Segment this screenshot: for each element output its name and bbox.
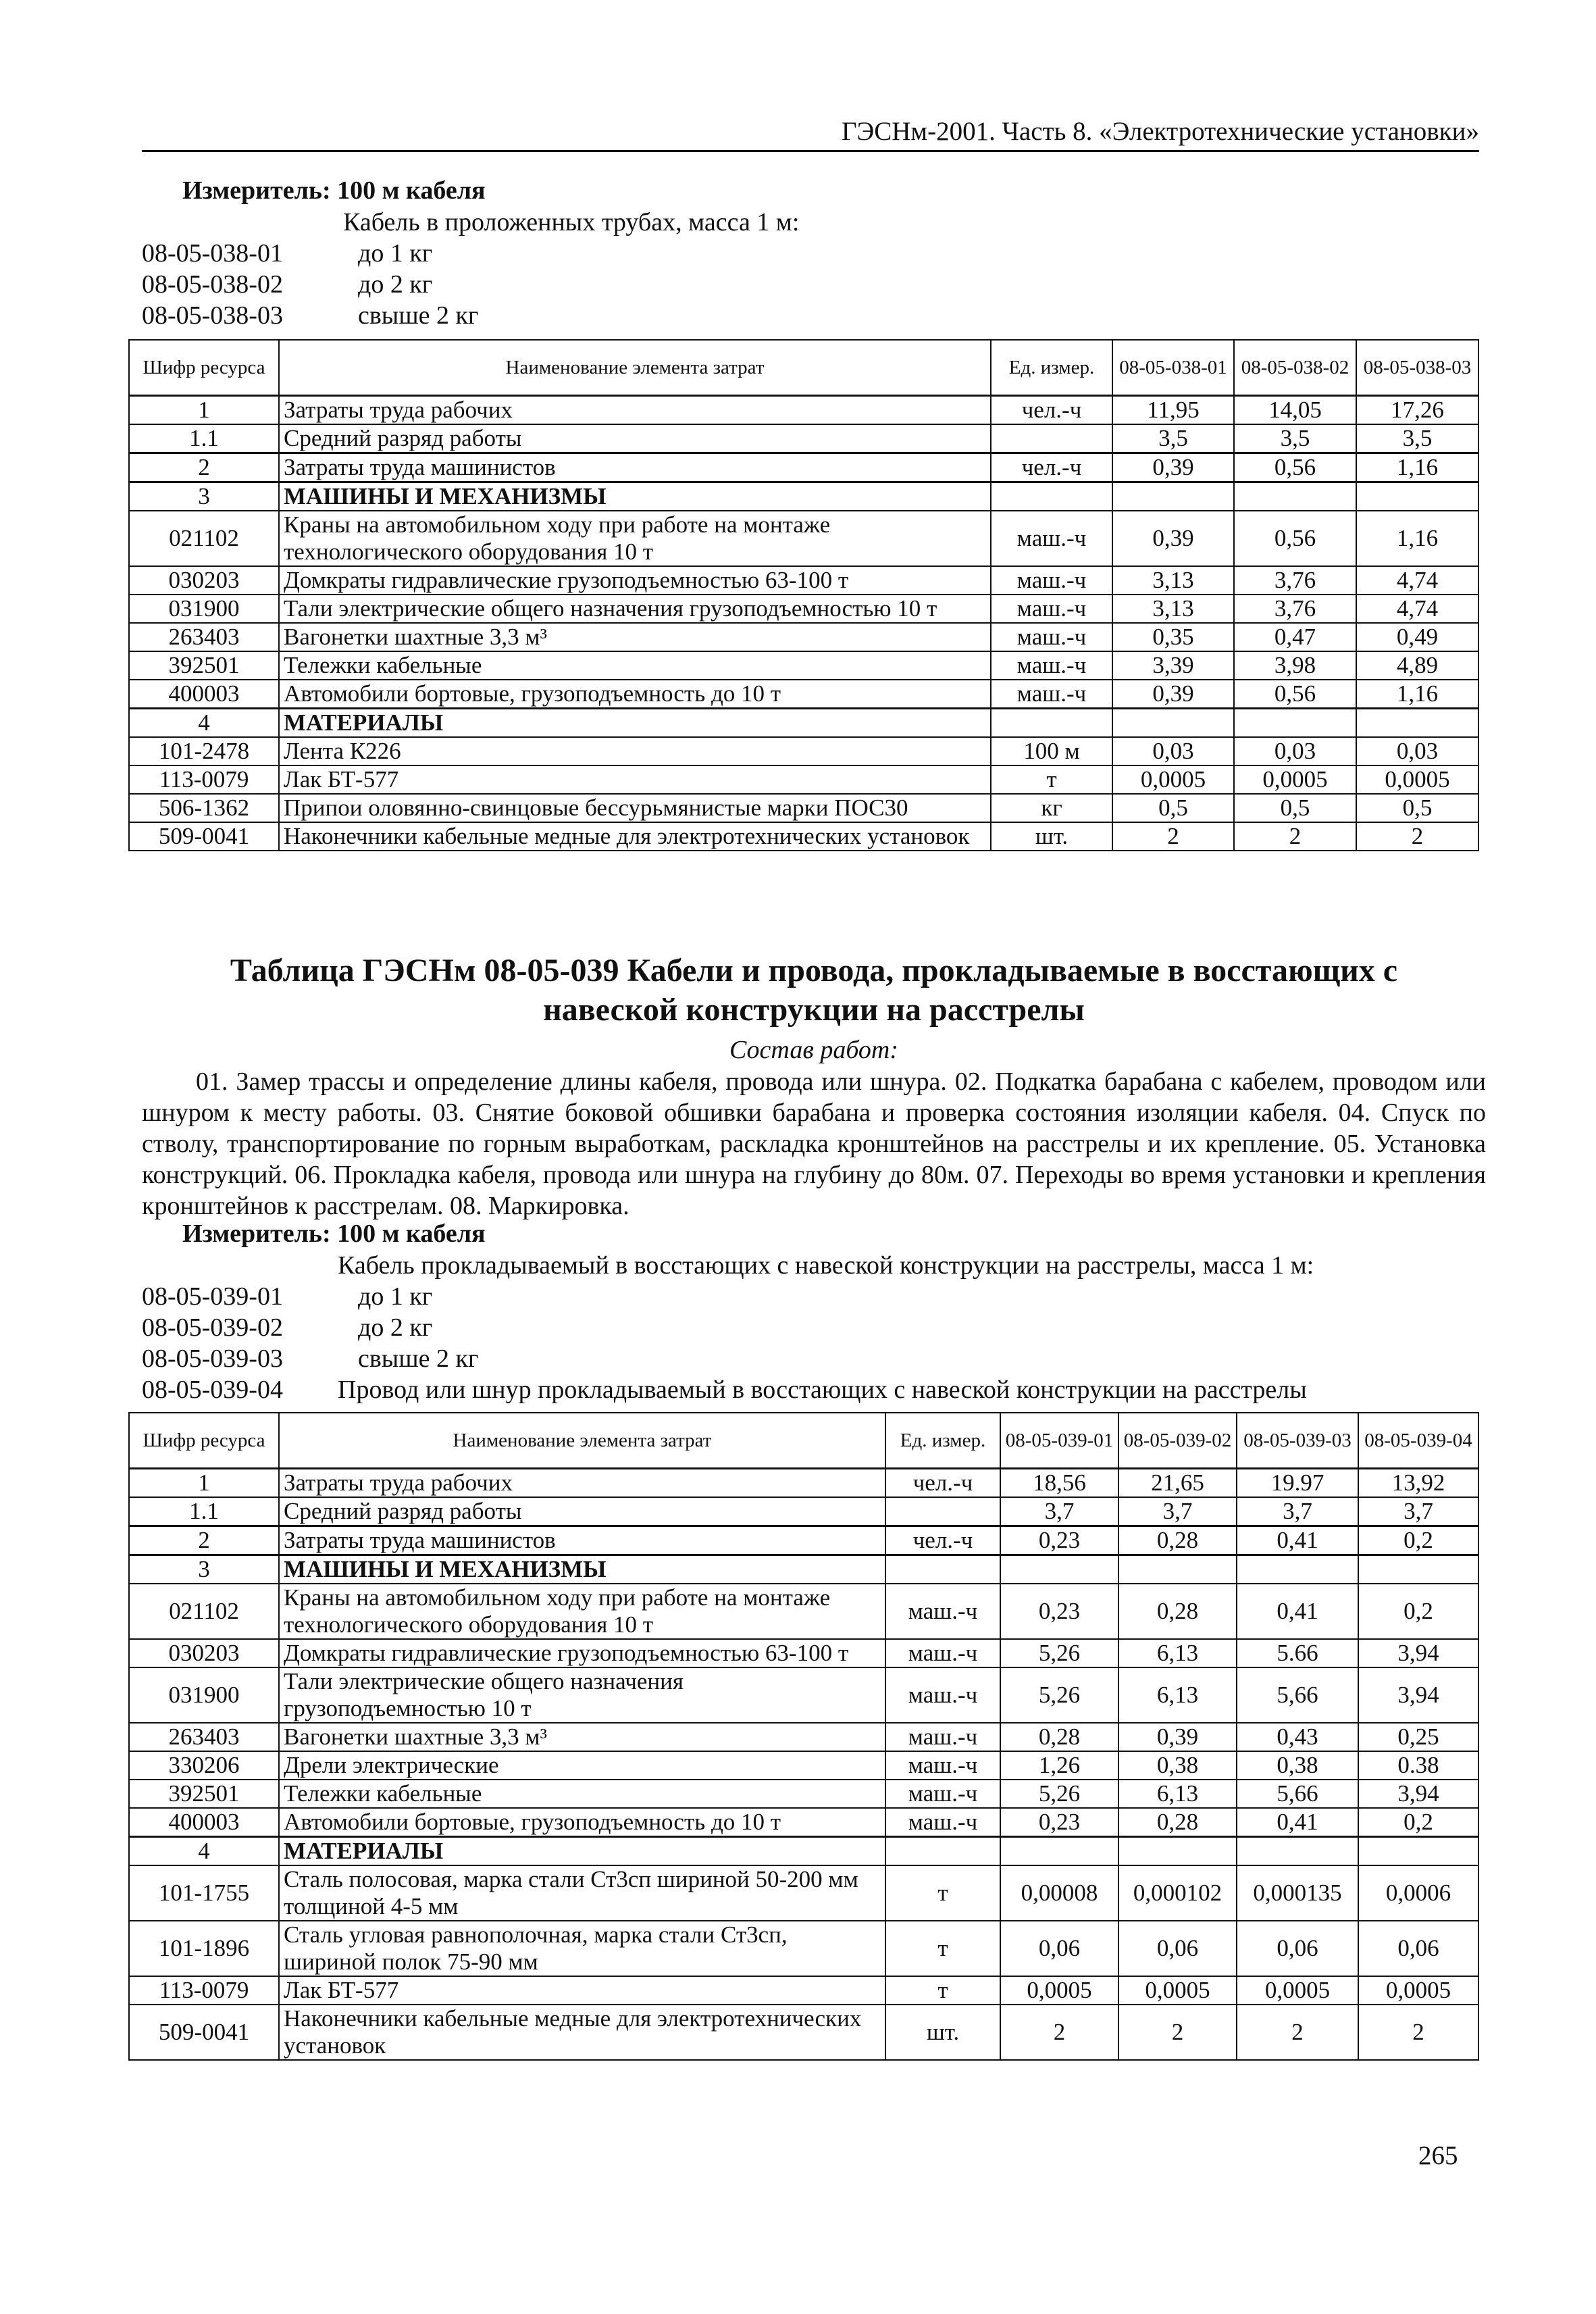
cell-value: 6,13: [1118, 1780, 1237, 1808]
cell-value: 0,03: [1356, 737, 1478, 765]
cell-unit: маш.-ч: [991, 680, 1112, 709]
cell-value: 19.97: [1237, 1468, 1358, 1497]
norm-code: 08-05-039-02: [142, 1313, 283, 1342]
cell-value: 0,47: [1234, 623, 1356, 651]
cell-cost-name: Наконечники кабельные медные для электротехнических установок: [279, 2005, 885, 2060]
cell-resource-code: 030203: [129, 566, 279, 595]
table-row: [129, 1921, 1478, 1976]
table-row: [129, 1780, 1478, 1808]
col-header-norm: 08-05-039-02: [1118, 1413, 1237, 1468]
cell-value: [1358, 1555, 1478, 1584]
cell-value: 3,7: [1358, 1497, 1478, 1526]
cell-value: [1000, 1836, 1118, 1865]
cell-cost-name: Сталь полосовая, марка стали Ст3сп шириной 50-200 мм толщиной 4-5 мм: [279, 1865, 885, 1921]
cell-value: 2: [1112, 822, 1234, 851]
cell-cost-name: Вагонетки шахтные 3,3 м³: [279, 1723, 885, 1751]
cell-value: 5.66: [1237, 1639, 1358, 1667]
composition-title: Состав работ:: [729, 1036, 899, 1064]
norm-code: 08-05-039-04: [142, 1376, 283, 1404]
table-row: [129, 794, 1478, 822]
cell-value: 4,74: [1356, 566, 1478, 595]
cell-unit: [991, 708, 1112, 737]
cell-value: 0,41: [1237, 1526, 1358, 1555]
cell-unit: шт.: [885, 2005, 1000, 2060]
cell-value: 5,26: [1000, 1667, 1118, 1723]
cell-value: 3,7: [1118, 1497, 1237, 1526]
cell-cost-name: Краны на автомобильном ходу при работе на монтаже технологического оборудования 10 т: [279, 511, 991, 566]
cell-unit: маш.-ч: [885, 1808, 1000, 1837]
cell-cost-name: Лак БТ-577: [279, 1976, 885, 2005]
cell-value: [1112, 482, 1234, 511]
cell-value: 0,5: [1234, 794, 1356, 822]
cell-value: 0,2: [1358, 1584, 1478, 1639]
cell-unit: шт.: [991, 822, 1112, 851]
table-row: [129, 680, 1478, 709]
table-row: [129, 1555, 1478, 1584]
cell-value: [1358, 1836, 1478, 1865]
table-row: [129, 765, 1478, 794]
cell-value: 0,2: [1358, 1808, 1478, 1837]
table-title-line: навеской конструкции на расстрелы: [543, 992, 1085, 1028]
cell-value: 5,66: [1237, 1667, 1358, 1723]
cell-value: 3,76: [1234, 595, 1356, 623]
cell-resource-code: 021102: [129, 511, 279, 566]
table-row: [129, 737, 1478, 765]
cell-value: 0,23: [1000, 1584, 1118, 1639]
cell-value: 3,7: [1237, 1497, 1358, 1526]
cell-value: 0,23: [1000, 1526, 1118, 1555]
cell-value: 3,13: [1112, 566, 1234, 595]
cell-cost-name: Тележки кабельные: [279, 651, 991, 680]
col-header-norm: 08-05-039-04: [1358, 1413, 1478, 1468]
cell-value: 3,13: [1112, 595, 1234, 623]
cell-value: 0,00008: [1000, 1865, 1118, 1921]
cell-value: 0,39: [1112, 680, 1234, 709]
col-header-code: Шифр ресурса: [129, 340, 279, 395]
table-row: [129, 1751, 1478, 1780]
cell-value: 0,35: [1112, 623, 1234, 651]
cell-value: 0,0005: [1118, 1976, 1237, 2005]
table-row: [129, 1584, 1478, 1639]
table-row: [129, 623, 1478, 651]
table-row: [129, 1468, 1478, 1497]
cell-value: 3,5: [1234, 424, 1356, 453]
cell-cost-name: Вагонетки шахтные 3,3 м³: [279, 623, 991, 651]
table-row: [129, 1667, 1478, 1723]
col-header-unit: Ед. измер.: [885, 1413, 1000, 1468]
code-row: [142, 1312, 1479, 1343]
norm-code: 08-05-038-03: [142, 301, 283, 330]
cell-cost-name: Краны на автомобильном ходу при работе на монтаже технологического оборудования 10 т: [279, 1584, 885, 1639]
cell-value: 2: [1234, 822, 1356, 851]
resource-table-038: [128, 339, 1479, 851]
cell-value: [1234, 708, 1356, 737]
code-row: [142, 238, 1479, 269]
cell-resource-code: 101-1896: [129, 1921, 279, 1976]
cell-cost-name: МАТЕРИАЛЫ: [279, 1836, 885, 1865]
cell-value: 5,26: [1000, 1639, 1118, 1667]
col-header-name: Наименование элемента затрат: [279, 1413, 885, 1468]
cell-resource-code: 2: [129, 453, 279, 482]
cell-value: 0.38: [1358, 1751, 1478, 1780]
col-header-norm: 08-05-038-01: [1112, 340, 1234, 395]
cell-value: 0,0006: [1358, 1865, 1478, 1921]
cell-value: 0,25: [1358, 1723, 1478, 1751]
cell-resource-code: 400003: [129, 1808, 279, 1837]
col-header-norm: 08-05-038-02: [1234, 340, 1356, 395]
cell-unit: т: [885, 1921, 1000, 1976]
composition-text: 01. Замер трассы и определение длины кабеля, провода или шнура. 02. Подкатка барабана с кабелем, проводом или шнуром к месту работы. 03. Снятие боковой обшивки барабана и проверка состояния изоляции кабеля. 04. Спуск по стволу, транспортирование по горным выработкам, раскладка кронштейнов на расстрелы и их крепление. 05. Установка конструкций. 06. Прокладка кабеля, провода или шнура на глубину до 80м. 07. Переходы во время установки и крепления кронштейнов к расстрелам. 08. Маркировка.: [142, 1067, 1486, 1220]
cell-value: 0,06: [1237, 1921, 1358, 1976]
table-row: [129, 1976, 1478, 2005]
cell-value: 0,28: [1118, 1526, 1237, 1555]
cell-value: 0,5: [1356, 794, 1478, 822]
cell-value: 0,000102: [1118, 1865, 1237, 1921]
table-row: [129, 2005, 1478, 2060]
cell-cost-name: Тележки кабельные: [279, 1780, 885, 1808]
cell-resource-code: 1.1: [129, 424, 279, 453]
cell-resource-code: 4: [129, 1836, 279, 1865]
cell-value: 3,5: [1356, 424, 1478, 453]
cell-value: 1,26: [1000, 1751, 1118, 1780]
cell-resource-code: 509-0041: [129, 822, 279, 851]
cell-cost-name: Сталь угловая равнополочная, марка стали Ст3сп, шириной полок 75-90 мм: [279, 1921, 885, 1976]
norm-code: 08-05-039-03: [142, 1344, 283, 1373]
cell-value: 4,89: [1356, 651, 1478, 680]
cell-cost-name: Наконечники кабельные медные для электротехнических установок: [279, 822, 991, 851]
cell-value: 17,26: [1356, 395, 1478, 424]
running-header: ГЭСНм-2001. Часть 8. «Электротехнические установки»: [841, 117, 1479, 146]
cell-unit: чел.-ч: [885, 1526, 1000, 1555]
cell-value: 0,23: [1000, 1808, 1118, 1837]
table-row: [129, 453, 1478, 482]
cell-cost-name: Автомобили бортовые, грузоподъемность до 10 т: [279, 1808, 885, 1837]
table-row: [129, 1497, 1478, 1526]
cell-cost-name: Затраты труда рабочих: [279, 1468, 885, 1497]
code-row: [142, 1343, 1479, 1374]
cell-resource-code: 330206: [129, 1751, 279, 1780]
cell-cost-name: Припои оловянно-свинцовые бессурьмянистые марки ПОС30: [279, 794, 991, 822]
cell-cost-name: Тали электрические общего назначения грузоподъемностью 10 т: [279, 595, 991, 623]
cable-title: Кабель прокладываемый в восстающих с навеской конструкции на расстрелы, масса 1 м:: [338, 1251, 1314, 1280]
cell-cost-name: МАТЕРИАЛЫ: [279, 708, 991, 737]
table-row: [129, 1723, 1478, 1751]
cell-resource-code: 113-0079: [129, 1976, 279, 2005]
cell-value: 0,38: [1237, 1751, 1358, 1780]
cell-value: 2: [1356, 822, 1478, 851]
table-row: [129, 595, 1478, 623]
cell-unit: маш.-ч: [885, 1723, 1000, 1751]
table-row: [129, 1526, 1478, 1555]
cell-cost-name: Автомобили бортовые, грузоподъемность до 10 т: [279, 680, 991, 709]
table-row: [129, 1808, 1478, 1837]
cell-value: 0,03: [1234, 737, 1356, 765]
page-number: 265: [1418, 2141, 1458, 2170]
cell-value: 3,39: [1112, 651, 1234, 680]
cell-value: 2: [1118, 2005, 1237, 2060]
cell-cost-name: Затраты труда машинистов: [279, 1526, 885, 1555]
cell-unit: т: [991, 765, 1112, 794]
cell-value: [1000, 1555, 1118, 1584]
code-row: [142, 1374, 1479, 1405]
table-row: [129, 395, 1478, 424]
cell-resource-code: 1.1: [129, 1497, 279, 1526]
norm-desc: до 2 кг: [358, 1313, 433, 1342]
cell-value: 0,0005: [1112, 765, 1234, 794]
norm-code: 08-05-038-02: [142, 270, 283, 299]
cell-cost-name: МАШИНЫ И МЕХАНИЗМЫ: [279, 1555, 885, 1584]
cell-value: 1,16: [1356, 680, 1478, 709]
cell-value: 0,28: [1118, 1808, 1237, 1837]
cell-resource-code: 3: [129, 482, 279, 511]
cell-value: 0,28: [1118, 1584, 1237, 1639]
cell-unit: [991, 482, 1112, 511]
col-header-unit: Ед. измер.: [991, 340, 1112, 395]
cell-unit: маш.-ч: [991, 623, 1112, 651]
cell-value: 0,39: [1118, 1723, 1237, 1751]
cell-value: 3,76: [1234, 566, 1356, 595]
cell-cost-name: Средний разряд работы: [279, 424, 991, 453]
cell-value: [1237, 1555, 1358, 1584]
cell-value: 0,39: [1112, 453, 1234, 482]
cell-value: 0,39: [1112, 511, 1234, 566]
cell-value: 14,05: [1234, 395, 1356, 424]
cell-value: 6,13: [1118, 1667, 1237, 1723]
table-title-line: Таблица ГЭСНм 08-05-039 Кабели и провода, прокладываемые в восстающих с: [230, 953, 1398, 988]
cell-unit: т: [885, 1976, 1000, 2005]
table-title: [142, 951, 1486, 1030]
col-header-norm: 08-05-039-03: [1237, 1413, 1358, 1468]
norm-code: 08-05-039-01: [142, 1282, 283, 1311]
cell-resource-code: 1: [129, 1468, 279, 1497]
cell-value: 3,94: [1358, 1780, 1478, 1808]
cell-resource-code: 509-0041: [129, 2005, 279, 2060]
cell-unit: маш.-ч: [885, 1639, 1000, 1667]
cell-value: 4,74: [1356, 595, 1478, 623]
cell-value: 0,28: [1000, 1723, 1118, 1751]
cell-value: 0,0005: [1237, 1976, 1358, 2005]
norm-desc: до 2 кг: [358, 270, 433, 299]
code-row: [142, 1281, 1479, 1312]
cell-value: 0,56: [1234, 453, 1356, 482]
cell-resource-code: 263403: [129, 623, 279, 651]
cell-value: 0,2: [1358, 1526, 1478, 1555]
table-row: [129, 424, 1478, 453]
cell-unit: кг: [991, 794, 1112, 822]
cell-value: 0,0005: [1356, 765, 1478, 794]
norm-desc: свыше 2 кг: [358, 1344, 479, 1373]
resource-table-039: [128, 1412, 1479, 2061]
cell-value: 0,0005: [1358, 1976, 1478, 2005]
cell-value: 3,7: [1000, 1497, 1118, 1526]
cell-resource-code: 3: [129, 1555, 279, 1584]
cable-title: Кабель в проложенных трубах, масса 1 м:: [343, 208, 800, 236]
cell-value: 0,06: [1118, 1921, 1237, 1976]
code-row: [142, 300, 1479, 331]
cell-value: 0,56: [1234, 511, 1356, 566]
cell-value: 3,94: [1358, 1667, 1478, 1723]
table-row: [129, 566, 1478, 595]
norm-desc: до 1 кг: [358, 1282, 433, 1311]
norm-desc: свыше 2 кг: [358, 301, 479, 330]
cell-resource-code: 101-2478: [129, 737, 279, 765]
cell-value: 2: [1358, 2005, 1478, 2060]
cell-value: 0,41: [1237, 1584, 1358, 1639]
cell-cost-name: Домкраты гидравлические грузоподъемностью 63-100 т: [279, 566, 991, 595]
table-row: [129, 1639, 1478, 1667]
cell-cost-name: Тали электрические общего назначения грузоподъемностью 10 т: [279, 1667, 885, 1723]
cell-cost-name: Затраты труда рабочих: [279, 395, 991, 424]
cell-value: 0,41: [1237, 1808, 1358, 1837]
cell-unit: [885, 1836, 1000, 1865]
cell-value: [1118, 1836, 1237, 1865]
cell-unit: маш.-ч: [991, 566, 1112, 595]
cell-unit: 100 м: [991, 737, 1112, 765]
cell-value: [1356, 708, 1478, 737]
cell-value: 21,65: [1118, 1468, 1237, 1497]
cell-unit: [885, 1497, 1000, 1526]
cell-value: 3,5: [1112, 424, 1234, 453]
norm-code: 08-05-038-01: [142, 239, 283, 268]
cell-cost-name: МАШИНЫ И МЕХАНИЗМЫ: [279, 482, 991, 511]
col-header-code: Шифр ресурса: [129, 1413, 279, 1468]
measure-label: Измеритель: 100 м кабеля: [182, 176, 486, 205]
cell-value: 18,56: [1000, 1468, 1118, 1497]
cell-resource-code: 392501: [129, 1780, 279, 1808]
cell-cost-name: Затраты труда машинистов: [279, 453, 991, 482]
cell-unit: чел.-ч: [991, 453, 1112, 482]
cell-value: 1,16: [1356, 511, 1478, 566]
code-row: [142, 269, 1479, 300]
table-row: [129, 651, 1478, 680]
col-header-norm: 08-05-039-01: [1000, 1413, 1118, 1468]
cell-value: 5,26: [1000, 1780, 1118, 1808]
table-row: [129, 511, 1478, 566]
cell-value: 0,38: [1118, 1751, 1237, 1780]
cell-resource-code: 400003: [129, 680, 279, 709]
cell-value: 0,03: [1112, 737, 1234, 765]
cell-cost-name: Лак БТ-577: [279, 765, 991, 794]
table-row: [129, 1865, 1478, 1921]
cell-resource-code: 2: [129, 1526, 279, 1555]
cell-resource-code: 4: [129, 708, 279, 737]
cell-unit: маш.-ч: [885, 1584, 1000, 1639]
cell-resource-code: 030203: [129, 1639, 279, 1667]
cell-value: 1,16: [1356, 453, 1478, 482]
cell-value: [1234, 482, 1356, 511]
cell-value: [1237, 1836, 1358, 1865]
cell-unit: маш.-ч: [991, 511, 1112, 566]
cell-value: 0,06: [1000, 1921, 1118, 1976]
cell-unit: маш.-ч: [991, 595, 1112, 623]
cell-cost-name: Домкраты гидравлические грузоподъемностью 63-100 т: [279, 1639, 885, 1667]
table-row: [129, 482, 1478, 511]
table-row: [129, 822, 1478, 851]
cell-cost-name: Лента К226: [279, 737, 991, 765]
col-header-name: Наименование элемента затрат: [279, 340, 991, 395]
cell-value: 0,43: [1237, 1723, 1358, 1751]
cell-value: [1356, 482, 1478, 511]
cell-unit: т: [885, 1865, 1000, 1921]
cell-value: 0,0005: [1000, 1976, 1118, 2005]
cell-cost-name: Средний разряд работы: [279, 1497, 885, 1526]
cell-unit: [991, 424, 1112, 453]
cell-value: 2: [1237, 2005, 1358, 2060]
cell-resource-code: 031900: [129, 1667, 279, 1723]
cell-unit: [885, 1555, 1000, 1584]
table-row: [129, 1836, 1478, 1865]
cell-value: 0,5: [1112, 794, 1234, 822]
col-header-norm: 08-05-038-03: [1356, 340, 1478, 395]
cell-resource-code: 263403: [129, 1723, 279, 1751]
cell-unit: маш.-ч: [885, 1751, 1000, 1780]
cell-resource-code: 101-1755: [129, 1865, 279, 1921]
cell-value: 0,49: [1356, 623, 1478, 651]
section1-intro: [142, 174, 1479, 331]
cell-value: 0,56: [1234, 680, 1356, 709]
cell-value: 0,000135: [1237, 1865, 1358, 1921]
header-rule: [142, 150, 1479, 152]
norm-desc: до 1 кг: [358, 239, 433, 268]
cell-unit: чел.-ч: [991, 395, 1112, 424]
section2-intro: [142, 1217, 1479, 1405]
cell-value: 13,92: [1358, 1468, 1478, 1497]
cell-unit: чел.-ч: [885, 1468, 1000, 1497]
cell-cost-name: Дрели электрические: [279, 1751, 885, 1780]
cell-resource-code: 113-0079: [129, 765, 279, 794]
cell-unit: маш.-ч: [991, 651, 1112, 680]
cell-value: 3,98: [1234, 651, 1356, 680]
cell-resource-code: 1: [129, 395, 279, 424]
cell-value: 2: [1000, 2005, 1118, 2060]
cell-resource-code: 021102: [129, 1584, 279, 1639]
cell-value: 6,13: [1118, 1639, 1237, 1667]
cell-unit: маш.-ч: [885, 1667, 1000, 1723]
cell-value: 5,66: [1237, 1780, 1358, 1808]
measure-label: Измеритель: 100 м кабеля: [182, 1219, 486, 1248]
norm-desc: Провод или шнур прокладываемый в восстающих с навеской конструкции на расстрелы: [338, 1376, 1307, 1404]
cell-value: [1112, 708, 1234, 737]
cell-resource-code: 506-1362: [129, 794, 279, 822]
cell-unit: маш.-ч: [885, 1780, 1000, 1808]
cell-value: 11,95: [1112, 395, 1234, 424]
cell-resource-code: 031900: [129, 595, 279, 623]
cell-resource-code: 392501: [129, 651, 279, 680]
cell-value: [1118, 1555, 1237, 1584]
cell-value: 0,0005: [1234, 765, 1356, 794]
table-row: [129, 708, 1478, 737]
cell-value: 0,06: [1358, 1921, 1478, 1976]
cell-value: 3,94: [1358, 1639, 1478, 1667]
